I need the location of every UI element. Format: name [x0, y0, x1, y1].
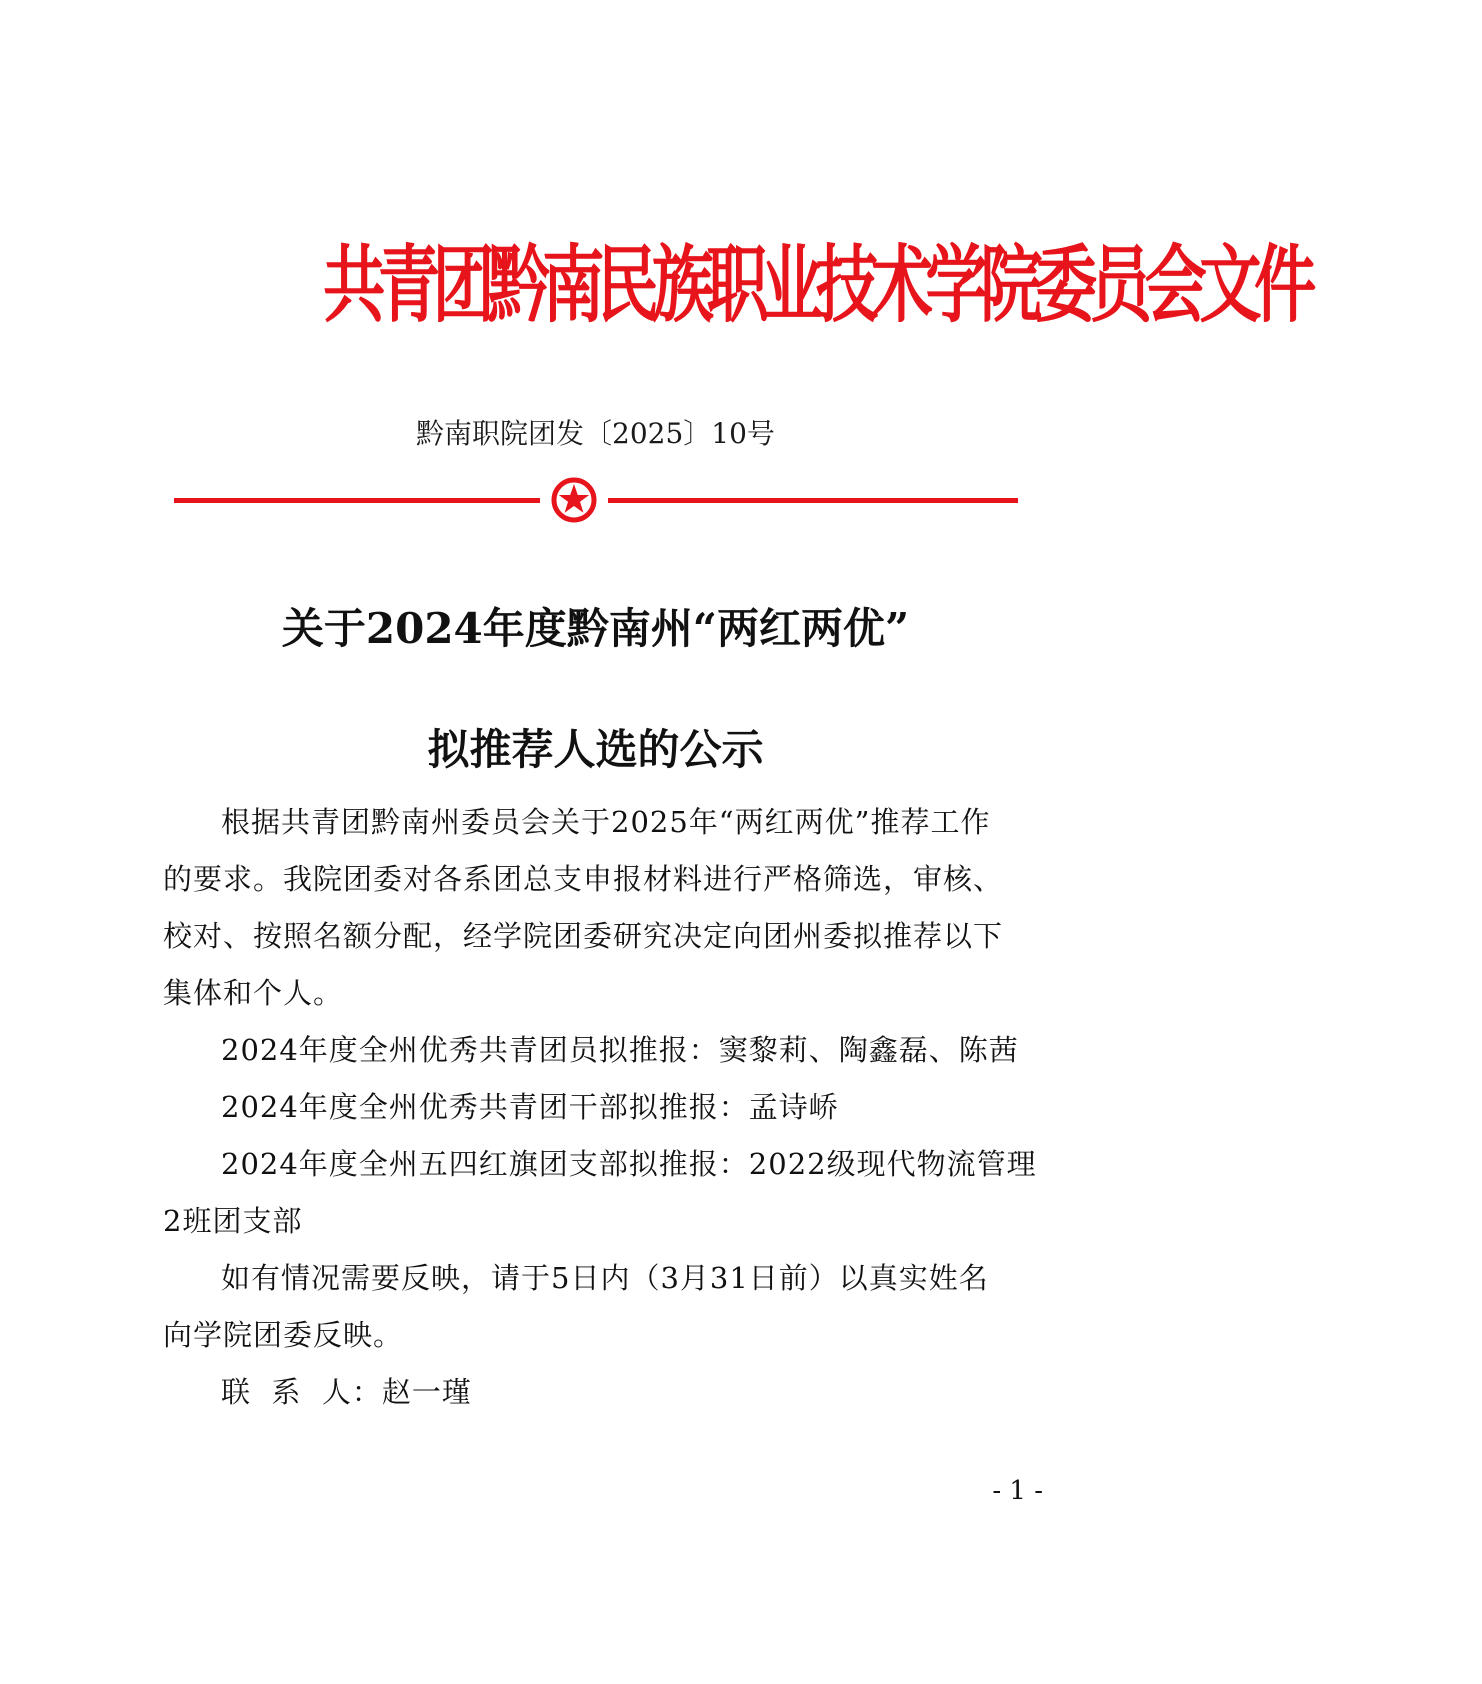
red-separator-graphic — [174, 476, 1018, 528]
separator-line-left — [174, 498, 540, 503]
nomination-outstanding-cadre: 2024年度全州优秀共青团干部拟推报：孟诗峤 — [221, 1090, 839, 1124]
body-paragraph-1-line-3: 校对、按照名额分配，经学院团委研究决定向团州委拟推荐以下 — [163, 919, 1004, 953]
red-star-emblem-icon — [554, 480, 594, 520]
contact-line — [163, 1370, 1101, 1411]
body-paragraph-1-line-4: 集体和个人。 — [163, 976, 344, 1010]
feedback-paragraph-line-1: 如有情况需要反映，请于5日内（3月31日前）以真实姓名 — [221, 1261, 989, 1295]
masthead — [150, 220, 1309, 360]
contact-name: 赵一瑾 — [381, 1375, 472, 1409]
document-title-line-1: 关于2024年度黔南州“两红两优” — [281, 604, 910, 653]
document-title-line-2: 拟推荐人选的公示 — [427, 725, 764, 774]
nomination-red-flag-branch-line-1: 2024年度全州五四红旗团支部拟推报：2022级现代物流管理 — [221, 1147, 1037, 1181]
separator-line-right — [608, 498, 1018, 503]
nomination-red-flag-branch-line-2: 2班团支部 — [163, 1204, 303, 1238]
masthead-title: 共青团黔南民族职业技术学院委员会文件 — [323, 236, 1309, 334]
document-number: 黔南职院团发〔2025〕10号 — [416, 417, 775, 450]
body-paragraph-1-line-2: 的要求。我院团委对各系团总支申报材料进行严格筛选，审核、 — [163, 862, 1004, 896]
contact-label: 联 系 人： — [221, 1375, 382, 1409]
nomination-outstanding-member: 2024年度全州优秀共青团员拟推报：窦黎莉、陶鑫磊、陈茜 — [221, 1033, 1019, 1067]
body-paragraph-1-line-1: 根据共青团黔南州委员会关于2025年“两红两优”推荐工作 — [221, 805, 991, 839]
page-number: - 1 - — [992, 1476, 1043, 1506]
feedback-paragraph-line-2: 向学院团委反映。 — [163, 1318, 404, 1352]
red-separator — [174, 476, 1018, 528]
